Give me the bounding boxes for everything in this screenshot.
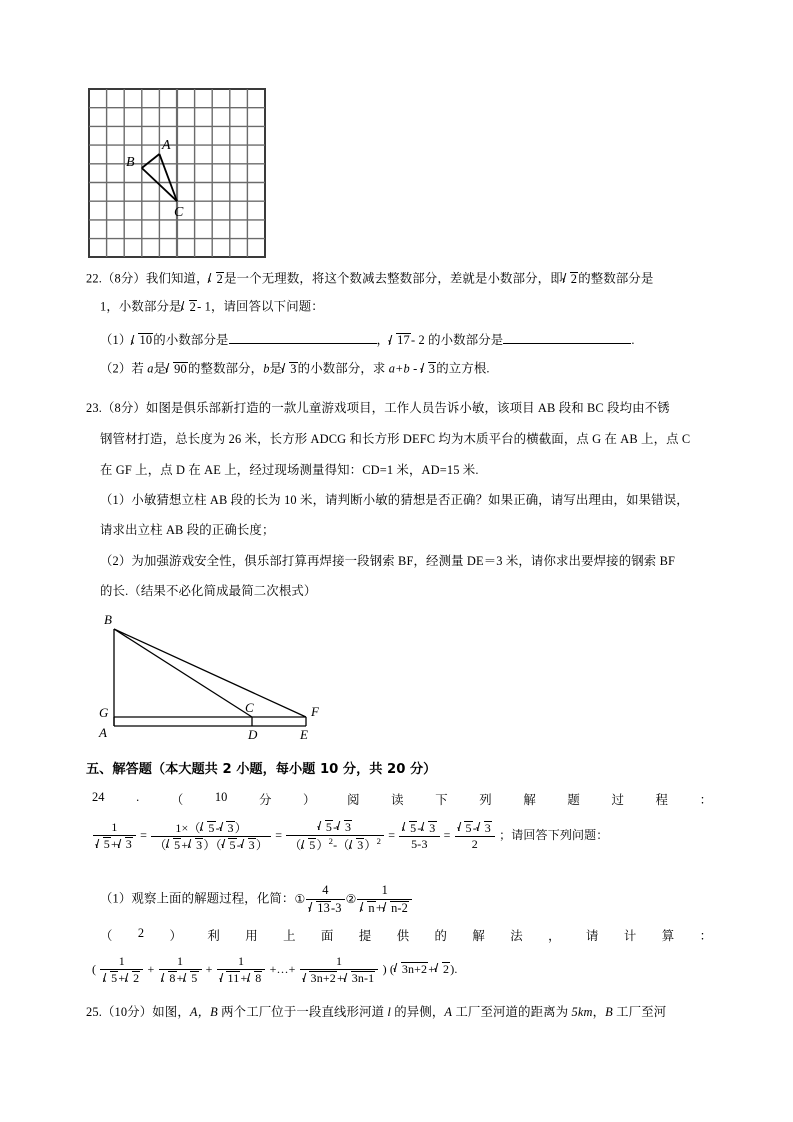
radical-2: 2 — [209, 272, 225, 287]
q22-stem2-b: - 1，请回答以下问题： — [197, 299, 324, 314]
q24-sub2-char: 提 — [358, 929, 372, 943]
radical-2: 2 — [435, 962, 450, 976]
paren-close: ) — [382, 962, 387, 977]
q24-sub2-char: 的 — [434, 929, 447, 943]
radical-3: 3 — [188, 838, 203, 852]
q22-sub1: （1） 10的小数部分是 ， 17- 2 的小数部分是 . — [100, 332, 635, 348]
q22-sub1-prefix: （1） — [100, 332, 132, 347]
svg-text:D: D — [248, 727, 258, 740]
fraction-1: $\frac{1}{5+ 3}$ — [93, 821, 136, 852]
q22-stem-line1: 22.（8分）我们知道， 2是一个无理数，将这个数减去整数部分，差就是小数部分，即 2的整数部分是 — [86, 271, 654, 286]
q24-header-char: 解 — [523, 793, 536, 807]
q22-stem-a: 我们知道， — [145, 271, 209, 286]
q22-sub2-d: 是 — [269, 361, 283, 376]
equals-sign: = — [140, 828, 148, 843]
equals-sign: = — [275, 828, 283, 843]
q22-sub1-d: . — [631, 332, 635, 347]
q24-sub2-char: 算 — [661, 929, 675, 943]
q24-sub2-char: 利 — [207, 929, 220, 943]
q24-sub2-char: 法 — [510, 929, 523, 943]
plus-sign: + — [428, 962, 436, 977]
q24-header-char: ） — [303, 793, 316, 807]
q24-header-char: 24 — [92, 790, 105, 804]
radical-5: 5 — [166, 838, 181, 852]
svg-text:C: C — [245, 700, 254, 715]
var-b: b — [263, 361, 270, 376]
equals-sign: = — [388, 828, 396, 843]
radical-5: 5 — [318, 820, 333, 834]
q24-header-char: 下 — [435, 793, 448, 807]
q24-header-char: 程 — [655, 793, 668, 807]
radical-8: 8 — [162, 971, 177, 985]
q22-sub2-f: 的立方根. — [436, 361, 490, 376]
q24-sub2-char: ， — [548, 929, 561, 943]
q24-sub2-char: 面 — [320, 929, 334, 943]
q22-stem2-a: 1，小数部分是 — [100, 299, 182, 314]
expr-a-plus-b: a+b - — [388, 361, 418, 376]
ramp-figure — [82, 606, 352, 740]
radical-3: 3 — [118, 837, 133, 851]
q24-header-char: 10 — [214, 790, 228, 804]
answer-blank-1[interactable] — [229, 331, 377, 344]
radical-3: 3 — [349, 838, 364, 852]
q24-sub2-header — [100, 926, 712, 944]
q24-header-char: 分 — [258, 793, 272, 807]
q24-header-char: 阅 — [347, 793, 360, 807]
q25-stem-line1: 25.（10分）如图，A，B 两个工厂位于一段直线形河道 l 的异侧，A 工厂至河道的距离为 5km，B 工厂至河 — [86, 1005, 667, 1019]
q23-sub2-line2: 的长.（结果不必化简成最简二次根式） — [100, 584, 317, 598]
fraction-3: $\frac{5- 3}{( 5)^2-( 3)^2}$ — [286, 820, 384, 853]
q23-sub1-line1: （1）小敏猜想立柱 AB 段的长为 10 米，请判断小敏的猜想是否正确？如果正确，请写出理由，如果错误， — [100, 493, 689, 507]
q25-line1-g: 工厂至河道的距离为 — [452, 1005, 572, 1019]
q23-stem-line3: 在 GF 上，点 D 在 AE 上，经过现场测量得知：CD=1 米，AD=15 米. — [100, 463, 479, 477]
q23-stem-line1: 23.（8分）如图是俱乐部新打造的一款儿童游戏项目，工作人员告诉小敏，该项目 AB 段和 BC 段均由不锈 — [86, 401, 670, 415]
q24-sub2-expression — [92, 955, 458, 986]
q25-line1-e: 的异侧， — [391, 1005, 445, 1019]
q25-factory-b: B — [605, 1005, 613, 1019]
q22-sub1-b: 的小数部分是 — [153, 332, 229, 347]
equals-sign: = — [443, 828, 451, 843]
fraction-sub1-a: $\frac{4}{13-3}$ — [306, 884, 344, 916]
svg-text:G: G — [99, 705, 109, 720]
q24-header-char: 过 — [611, 793, 624, 807]
q23-marks: （8分） — [101, 401, 146, 415]
radical-3n-minus-1: 3n-1 — [344, 971, 375, 985]
radical-2: 2 — [182, 300, 198, 315]
q24-sub2-char: 请 — [585, 929, 599, 943]
fraction-term-3: $\frac{1}{11+ 8}$ — [217, 955, 266, 986]
radical-5: 5 — [222, 838, 237, 852]
q24-sub2-char: （ — [100, 929, 113, 943]
radical-8: 8 — [247, 971, 262, 985]
q22-sub2-b: 是 — [153, 361, 167, 376]
radical-3: 3 — [421, 821, 436, 835]
grid-triangle-figure — [88, 88, 266, 258]
radical-5: 5 — [183, 971, 198, 985]
q24-header-char: 列 — [479, 793, 492, 807]
svg-text:A: A — [162, 138, 171, 153]
q22-sub1-c: - 2 的小数部分是 — [410, 332, 504, 347]
radical-10: 10 — [131, 333, 153, 348]
radical-5: 5 — [103, 971, 118, 985]
q24-header-char: 题 — [567, 793, 580, 807]
item-marker-1: ① — [294, 892, 306, 906]
q24-header-char: . — [136, 790, 140, 804]
radical-3n-plus-2: 3n+2 — [394, 962, 428, 976]
q24-header-char: 读 — [391, 793, 404, 807]
q23-sub2-line1: （2）为加强游戏安全性，俱乐部打算再焊接一段钢索 BF，经测量 DE＝3 米，请你求出要焊接的钢索 BF — [100, 554, 676, 568]
period: . — [454, 962, 458, 977]
q23-sub1-line2: 请求出立柱 AB 段的正确长度； — [100, 523, 275, 537]
paren-open: ( — [92, 962, 97, 977]
svg-text:F: F — [311, 704, 319, 719]
q25-line1-k: 工厂至河 — [612, 1005, 667, 1019]
ellipsis-plus: +…+ — [269, 962, 296, 977]
radical-n: n — [360, 901, 376, 916]
q22-stem-line2 — [100, 300, 324, 315]
radical-3: 3 — [241, 838, 256, 852]
q22-number: 22 — [86, 271, 99, 286]
q25-line1-c: 两个工厂位于一段直线形河道 — [217, 1005, 388, 1019]
q24-formula-tail: ；请回答下列问题： — [499, 828, 609, 843]
q24-header-char: （ — [170, 793, 184, 807]
radical-3: 3 — [337, 820, 352, 834]
radical-2: 2 — [563, 272, 579, 287]
radical-3n-plus-2: 3n+2 — [303, 971, 337, 985]
q24-sub2-char: ） — [169, 929, 182, 943]
radical-2: 2 — [125, 971, 140, 985]
fraction-2: $\frac{1\times( 5- 3)}{( 5+ 3)( 5- 3)}$ — [151, 821, 271, 853]
q24-sub2-char: ： — [699, 929, 712, 943]
radical-17: 17 — [389, 333, 411, 348]
fraction-4: $\frac{5- 3}{5-3}$ — [399, 821, 439, 852]
q23-stem-line2: 钢管材打造，总长度为 26 米，长方形 ADCG 和长方形 DEFC 均为木质平台的横截面，点 G 在 AB 上，点 C — [100, 432, 691, 446]
radical-5: 5 — [96, 837, 111, 851]
q24-worked-formula — [92, 820, 608, 853]
radical-5: 5 — [201, 821, 216, 835]
q23-line1-text: 如图是俱乐部新打造的一款儿童游戏项目，工作人员告诉小敏，该项目 AB 段和 BC 段均由不锈 — [145, 401, 670, 415]
q22-stem-b: 是一个无理数，将这个数减去整数部分，差就是小数部分，即 — [224, 271, 563, 286]
radical-13: 13 — [309, 901, 331, 916]
radical-11: 11 — [220, 971, 241, 985]
svg-text:B: B — [104, 612, 112, 627]
q22-sub2-c: 的整数部分， — [187, 361, 264, 376]
q22-stem-c: 的整数部分是 — [578, 271, 654, 286]
fraction-term-2: $\frac{1}{8+ 5}$ — [159, 955, 202, 986]
q22-sub2-a: （2）若 — [100, 361, 144, 376]
q24-sub1 — [100, 884, 413, 916]
radical-5: 5 — [458, 821, 473, 835]
paren-open: ( — [389, 962, 395, 977]
q24-sub2-char: 2 — [137, 926, 145, 940]
q22-sub2 — [100, 362, 490, 377]
svg-text:C: C — [174, 205, 184, 220]
q24-sub2-char: 解 — [472, 929, 485, 943]
radical-5: 5 — [301, 838, 316, 852]
radical-3: 3 — [421, 362, 437, 377]
paren-close: ) — [450, 962, 455, 977]
svg-text:A: A — [99, 725, 107, 740]
plus-sign: + — [147, 962, 155, 977]
radical-5: 5 — [402, 821, 417, 835]
fraction-5: $\frac{5- 3}{2}$ — [455, 821, 495, 852]
q25-distance-a: 5km — [571, 1005, 593, 1019]
radical-90: 90 — [166, 362, 188, 377]
q25-factories: A，B — [189, 1005, 218, 1019]
svg-text:E: E — [300, 727, 308, 740]
q22-marks: （8分） — [101, 271, 146, 286]
q23-number: 23 — [86, 401, 99, 415]
q25-marks: （10分） — [101, 1005, 153, 1019]
item-marker-2: ② — [345, 892, 357, 906]
q25-line1-a: 如图， — [152, 1005, 190, 1019]
section-5-heading: 五、解答题（本大题共 2 小题，每小题 10 分，共 20 分） — [86, 762, 437, 777]
q22-sub2-e: 的小数部分，求 — [297, 361, 386, 376]
q24-header-char: ： — [699, 793, 712, 807]
radical-3: 3 — [282, 362, 298, 377]
radical-3: 3 — [477, 821, 492, 835]
q24-sub2-char: 上 — [283, 929, 296, 943]
q25-factory-a: A — [444, 1005, 453, 1019]
var-a: a — [147, 361, 154, 376]
radical-3: 3 — [220, 821, 235, 835]
q24-sub1-prefix: （1）观察上面的解题过程，化简： — [100, 891, 295, 906]
radical-n-minus-2: n-2 — [383, 901, 409, 916]
q24-sub2-char: 计 — [623, 929, 637, 943]
fraction-term-n: $\frac{1}{3n+2+ 3n-1}$ — [300, 955, 379, 986]
fraction-sub1-b: $\frac{1}{n+ n-2}$ — [357, 884, 412, 916]
q24-sub2-char: 供 — [396, 929, 410, 943]
svg-text:B: B — [126, 155, 135, 170]
q24-sub2-char: 用 — [245, 929, 258, 943]
plus-sign: + — [205, 962, 213, 977]
q24-header — [92, 790, 712, 808]
q25-river-label: l — [387, 1005, 391, 1019]
fraction-term-1: $\frac{1}{5+ 2}$ — [100, 955, 143, 986]
answer-blank-2[interactable] — [503, 331, 631, 344]
q25-line1-i: ， — [592, 1005, 606, 1019]
q25-number: 25 — [86, 1005, 99, 1019]
